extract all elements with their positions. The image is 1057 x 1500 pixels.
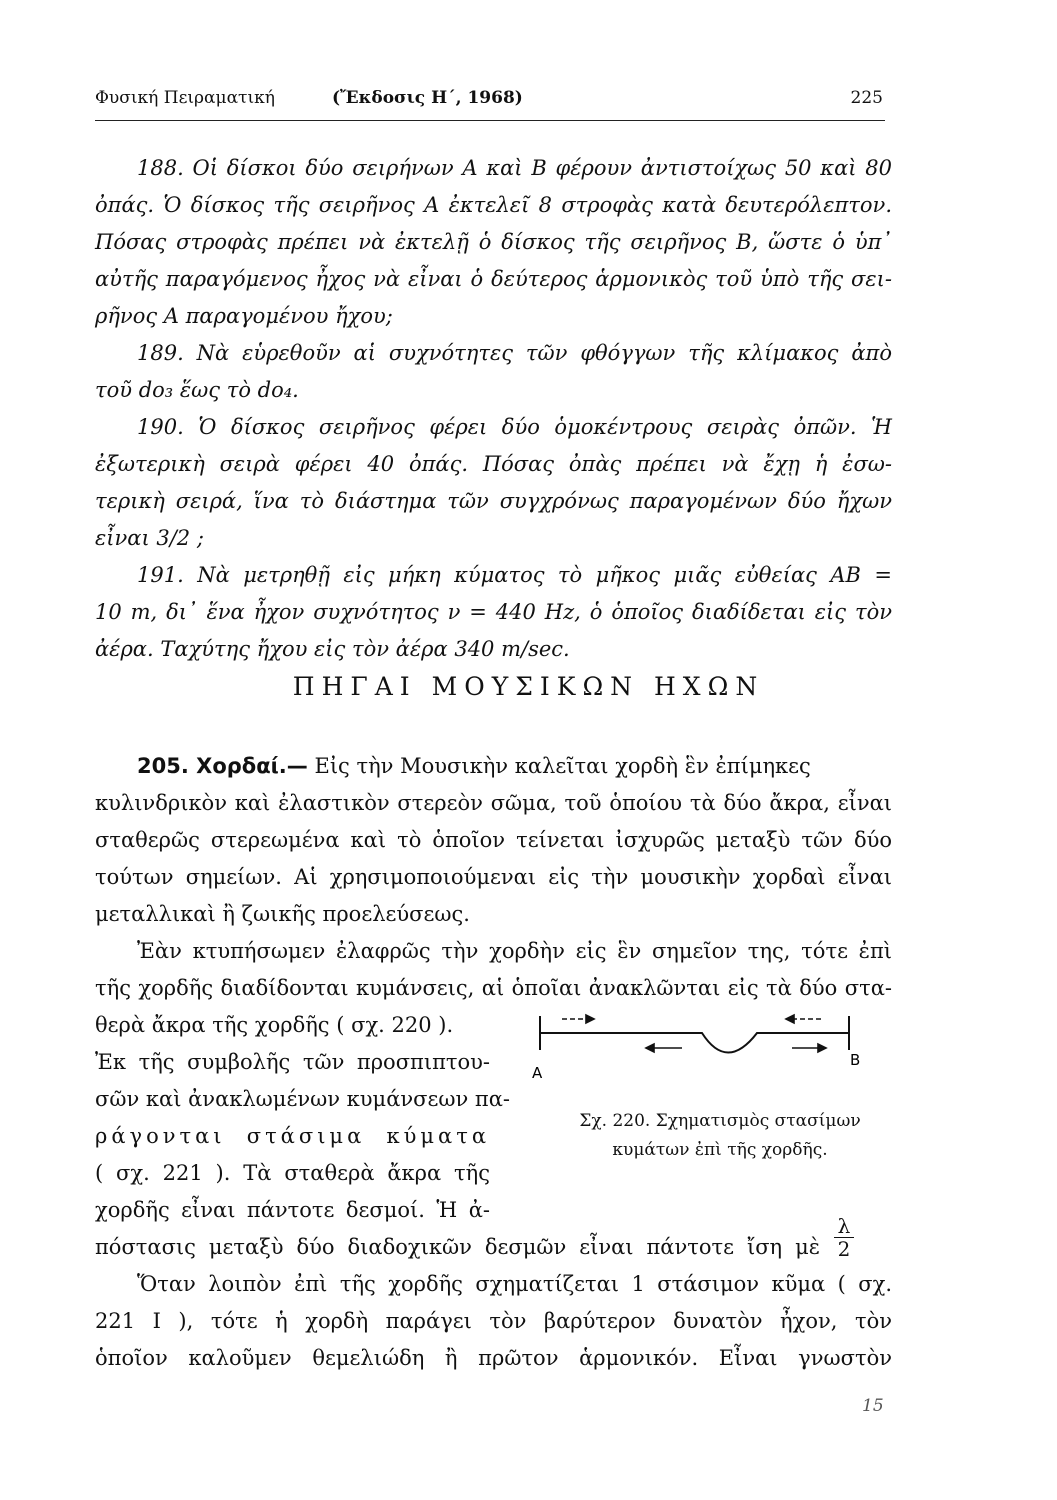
section-title: ΠΗΓΑΙ ΜΟΥΣΙΚΩΝ ΗΧΩΝ <box>292 672 765 701</box>
body-line: ράγονται στάσιμα κύματα <box>95 1124 490 1148</box>
problem-line: ἐξωτερικὴ σειρὰ φέρει 40 ὀπάς. Πόσας ὀπὰς πρέπει νὰ ἔχῃ ἡ ἐσω- <box>95 452 892 476</box>
body-line: σῶν καὶ ἀνακλωμένων κυμάνσεων πα- <box>95 1087 511 1111</box>
problem-line: εἶναι 3/2 ; <box>95 526 204 550</box>
figure-caption-line: Σχ. 220. Σχηματισμὸς στασίμων <box>579 1111 861 1131</box>
string-wave-diagram <box>522 1010 892 1105</box>
label-a: Α <box>532 1064 543 1082</box>
body-first-line <box>137 748 892 785</box>
figure-caption <box>550 1107 890 1165</box>
body-line: Ἐὰν κτυπήσωμεν ἐλαφρῶς τὴν χορδὴν εἰς ἓν σημεῖον της, τότε ἐπὶ <box>137 939 892 963</box>
body-line: πόστασις μεταξὺ δύο διαδοχικῶν δεσμῶν εἶναι πάντοτε ἴση μὲ <box>95 1235 820 1259</box>
header-book-title: Φυσική Πειραματική <box>95 88 275 108</box>
body-line: ὁποῖον καλοῦμεν θεμελιώδη ἢ πρῶτον ἁρμονικόν. Εἶναι γνωστὸν <box>95 1346 892 1370</box>
problem-line: 191. Νὰ μετρηθῇ εἰς μήκη κύματος τὸ μῆκος μιᾶς εὐθείας ΑΒ = <box>137 563 892 587</box>
problem-line: ἀέρα. Ταχύτης ἤχου εἰς τὸν ἀέρα 340 m/sec. <box>95 637 570 661</box>
figure-caption-line: κυμάτων ἐπὶ τῆς χορδῆς. <box>612 1140 828 1160</box>
problem-line: 190. Ὁ δίσκος σειρῆνος φέρει δύο ὁμοκέντρους σειρὰς ὀπῶν. Ἡ <box>137 415 892 439</box>
problem-line: 10 m, δι᾽ ἕνα ἦχον συχνότητος ν = 440 Hz, ὁ ὁποῖος διαδίδεται εἰς τὸν <box>95 600 892 624</box>
body-line: 221 I ), τότε ἡ χορδὴ παράγει τὸν βαρύτερον δυνατὸν ἦχον, τὸν <box>95 1309 892 1333</box>
body-line: Ὅταν λοιπὸν ἐπὶ τῆς χορδῆς σχηματίζεται 1 στάσιμον κῦμα ( σχ. <box>137 1272 892 1296</box>
body-line: χορδῆς εἶναι πάντοτε δεσμοί. Ἡ ἀ- <box>95 1198 490 1222</box>
problem-line: Πόσας στροφὰς πρέπει νὰ ἐκτελῇ ὁ δίσκος τῆς σειρῆνος Β, ὥστε ὁ ὑπ᾽ <box>95 230 892 254</box>
fraction-denominator: 2 <box>837 1237 851 1261</box>
body-line: θερὰ ἄκρα τῆς χορδῆς ( σχ. 220 ). <box>95 1013 454 1037</box>
problem-line: τοῦ do₃ ἕως τὸ do₄. <box>95 378 299 402</box>
fraction-lambda-over-2 <box>832 1215 856 1260</box>
fraction-numerator: λ <box>837 1214 851 1238</box>
problem-line: τερικὴ σειρά, ἵνα τὸ διάστημα τῶν συγχρόνως παραγομένων δύο ἤχων <box>95 489 892 513</box>
body-text: Εἰς τὴν Μουσικὴν καλεῖται χορδὴ ἓν ἐπίμηκες <box>314 754 811 778</box>
body-line: τῆς χορδῆς διαδίδονται κυμάνσεις, αἱ ὁποῖαι ἀνακλῶνται εἰς τὰ δύο στα- <box>95 976 892 1000</box>
body-line: μεταλλικαὶ ἢ ζωικῆς προελεύσεως. <box>95 902 470 926</box>
body-line: σταθερῶς στερεωμένα καὶ τὸ ὁποῖον τείνεται ἰσχυρῶς μεταξὺ τῶν δύο <box>95 828 892 852</box>
body-line: τούτων σημείων. Αἱ χρησιμοποιούμεναι εἰς τὴν μουσικὴν χορδαὶ εἶναι <box>95 865 892 889</box>
header-edition: (Ἔκδοσις Η΄, 1968) <box>332 88 523 108</box>
body-line: κυλινδρικὸν καὶ ἐλαστικὸν στερεὸν σῶμα, τοῦ ὁποίου τὰ δύο ἄκρα, εἶναι <box>95 791 892 815</box>
problem-line: 189. Νὰ εὑρεθοῦν αἱ συχνότητες τῶν φθόγγων τῆς κλίμακος ἀπὸ <box>137 341 892 365</box>
running-header <box>95 84 885 121</box>
body-line: ( σχ. 221 ). Τὰ σταθερὰ ἄκρα τῆς <box>95 1161 490 1185</box>
signature-folio: 15 <box>862 1396 884 1416</box>
section-heading: 205. Χορδαί.— <box>137 754 308 778</box>
label-b: Β <box>850 1051 861 1069</box>
string-pulse <box>540 1033 849 1053</box>
body-line: Ἐκ τῆς συμβολῆς τῶν προσπιπτου- <box>95 1050 490 1074</box>
problem-line: ρῆνος Α παραγομένου ἤχου; <box>95 304 393 328</box>
problem-line: 188. Οἱ δίσκοι δύο σειρήνων Α καὶ Β φέρουν ἀντιστοίχως 50 καὶ 80 <box>137 156 892 180</box>
page-number: 225 <box>850 88 883 108</box>
problem-line: αὐτῆς παραγόμενος ἦχος νὰ εἶναι ὁ δεύτερος ἁρμονικὸς τοῦ ὑπὸ τῆς σει- <box>95 267 892 291</box>
problem-line: ὀπάς. Ὁ δίσκος τῆς σειρῆνος Α ἐκτελεῖ 8 στροφὰς κατὰ δευτερόλεπτον. <box>95 193 892 217</box>
